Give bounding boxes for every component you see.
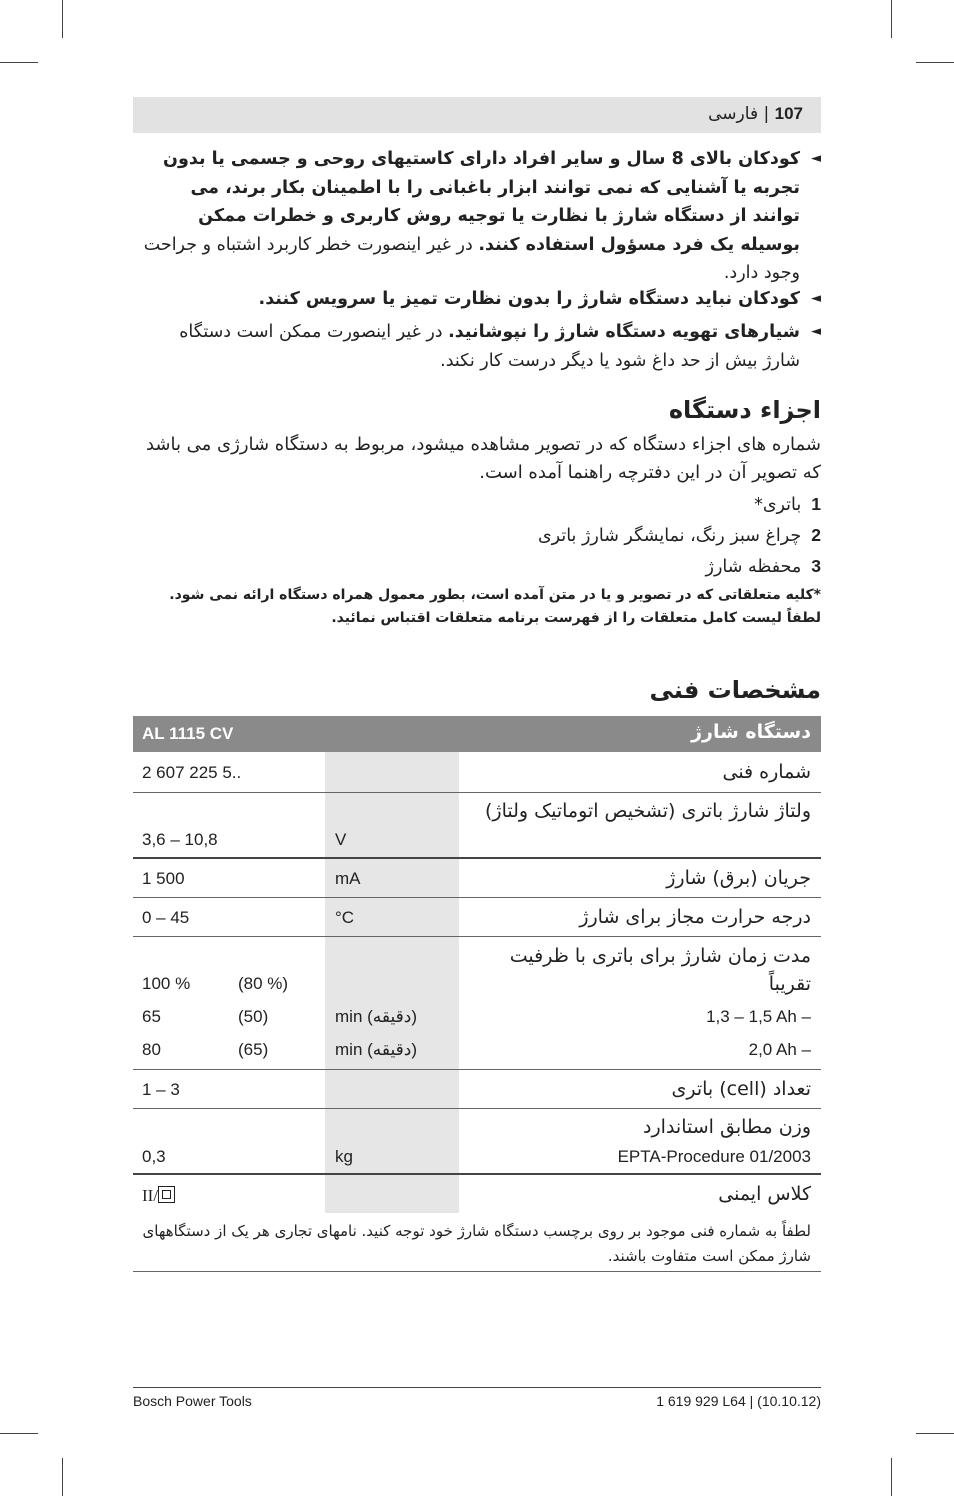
component-number: 3 xyxy=(811,556,821,576)
component-label: چراغ سبز رنگ، نمایشگر شارژ باتری xyxy=(537,526,802,546)
weight-unit: kg xyxy=(335,1147,353,1166)
footer-doc-number: 1 619 929 L64 | (10.10.12) xyxy=(656,1393,821,1409)
table-header xyxy=(133,716,821,752)
crop-mark xyxy=(0,1433,38,1434)
model-name: AL 1115 CV xyxy=(142,724,234,743)
bullet-text: در غیر اینصورت خطر کاربرد اشتباه و جراحت وجود دارد. xyxy=(143,234,800,283)
cells-label: تعداد (cell) باتری xyxy=(671,1078,811,1100)
charge-time-value: 80 xyxy=(142,1040,161,1059)
charge-time-label: مدت زمان شارژ برای باتری با ظرفیت تقریباً xyxy=(509,945,811,995)
table-row xyxy=(133,1109,821,1175)
crop-mark xyxy=(62,1458,63,1496)
table-row xyxy=(133,752,821,793)
specs-note: لطفاً به شماره فنی موجود بر روی برچسب دستگاه شارژ خود توجه کنید. نامهای تجاری هر یک از دستگاههای شارژ ممکن است متفاوت باشند. xyxy=(142,1222,811,1265)
weight-standard: EPTA-Procedure 01/2003 xyxy=(617,1147,811,1166)
safety-bullet xyxy=(141,145,821,288)
temp-label: درجه حرارت مجاز برای شارژ xyxy=(579,906,811,928)
components-heading: اجزاء دستگاه xyxy=(668,396,821,424)
specs-table xyxy=(133,716,821,1272)
component-item xyxy=(754,494,821,515)
table-row xyxy=(133,1175,821,1272)
table-row xyxy=(133,859,821,898)
table-row xyxy=(133,1070,821,1109)
capacity-label: 1,3 – 1,5 Ah – xyxy=(706,1007,811,1026)
current-unit: mA xyxy=(335,869,361,888)
charge-time-value: 65 xyxy=(142,1007,161,1026)
voltage-label: ولتاژ شارژ باتری (تشخیص اتوماتیک ولتاژ) xyxy=(484,800,811,822)
triangle-bullet-icon: ◄ xyxy=(811,324,821,339)
triangle-bullet-icon: ◄ xyxy=(811,151,821,166)
cells-value: 1 – 3 xyxy=(142,1080,180,1099)
protection-value: II/ xyxy=(142,1186,175,1206)
page-number: 107 xyxy=(774,104,803,123)
component-number: 2 xyxy=(811,525,821,545)
capacity-label: 2,0 Ah – xyxy=(748,1040,811,1059)
crop-mark xyxy=(62,0,63,38)
bullet-bold-text: کودکان بالای 8 سال و سایر افراد دارای کاستیهای روحی و جسمی یا بدون تجربه یا آشنایی که نمی توانند ابزار باغبانی را با اطمینان بکار برند، می توانند از دستگاه شارژ با نظارت یا توجیه روش کاربری و خطرات ممکن بوسیله یک فرد مسؤول استفاده کنند. xyxy=(163,149,800,255)
bullet-text: در غیر اینصورت ممکن است دستگاه شارژ بیش از حد داغ شود یا دیگر درست کار نکند. xyxy=(179,322,800,371)
specs-heading: مشخصات فنی xyxy=(649,676,821,704)
table-row xyxy=(133,898,821,937)
crop-mark xyxy=(891,1458,892,1496)
crop-mark xyxy=(0,62,38,63)
footer-divider xyxy=(133,1387,821,1388)
safety-bullet xyxy=(141,285,821,314)
page-header xyxy=(133,97,821,133)
article-value: 2 607 225 5.. xyxy=(142,763,242,782)
charge-time-value: (50) xyxy=(238,1007,269,1026)
temp-unit: °C xyxy=(335,908,355,927)
charge-col1-header: 100 % xyxy=(142,974,191,993)
protection-class-icon xyxy=(158,1186,175,1203)
component-item xyxy=(538,525,821,546)
table-row xyxy=(133,937,821,1070)
component-label: محفظه شارژ xyxy=(705,557,802,577)
article-label: شماره فنی xyxy=(722,761,811,783)
voltage-value: 3,6 – 10,8 xyxy=(142,830,218,849)
safety-bullet xyxy=(141,318,821,375)
component-item xyxy=(706,556,821,577)
crop-mark xyxy=(916,62,954,63)
components-intro: شماره های اجزاء دستگاه که در تصویر مشاهده میشود، مربوط به دستگاه شارژی می باشد که تصویر آن در این دفترچه راهنما آمده است. xyxy=(145,434,821,483)
header-text xyxy=(708,104,803,124)
table-row xyxy=(133,793,821,859)
components-footnote: *کلیه متعلقاتی که در تصویر و یا در متن آمده است، بطور معمول همراه دستگاه ارائه نمی شود. لطفاً لیست کامل متعلقات را از فهرست برنامه متعلقات اقتباس نمائید. xyxy=(169,587,821,626)
charge-time-unit: (دقیقه) min xyxy=(335,1040,417,1059)
protection-label: کلاس ایمنی xyxy=(718,1183,811,1205)
charge-time-value: (65) xyxy=(238,1040,269,1059)
charge-time-unit: (دقیقه) min xyxy=(335,1007,417,1026)
header-language: فارسی xyxy=(708,104,759,124)
weight-value: 0,3 xyxy=(142,1147,166,1166)
component-number: 1 xyxy=(811,494,821,514)
footer-brand: Bosch Power Tools xyxy=(133,1393,252,1409)
triangle-bullet-icon: ◄ xyxy=(811,291,821,306)
charge-col2-header: (80 %) xyxy=(238,974,289,993)
bullet-bold-text: شیارهای تهویه دستگاه شارژ را نپوشانید. xyxy=(448,322,800,342)
temp-value: 0 – 45 xyxy=(142,908,190,927)
voltage-unit: V xyxy=(335,830,347,849)
current-value: 1 500 xyxy=(142,869,185,888)
component-label: باتری* xyxy=(754,495,802,515)
bullet-bold-text: کودکان نباید دستگاه شارژ را بدون نظارت تمیز یا سرویس کنند. xyxy=(258,289,800,309)
crop-mark xyxy=(916,1433,954,1434)
current-label: جریان (برق) شارژ xyxy=(666,867,811,889)
device-name: دستگاه شارژ xyxy=(691,721,811,743)
crop-mark xyxy=(891,0,892,38)
weight-label: وزن مطابق استاندارد xyxy=(643,1116,811,1138)
header-separator: | xyxy=(763,104,770,124)
